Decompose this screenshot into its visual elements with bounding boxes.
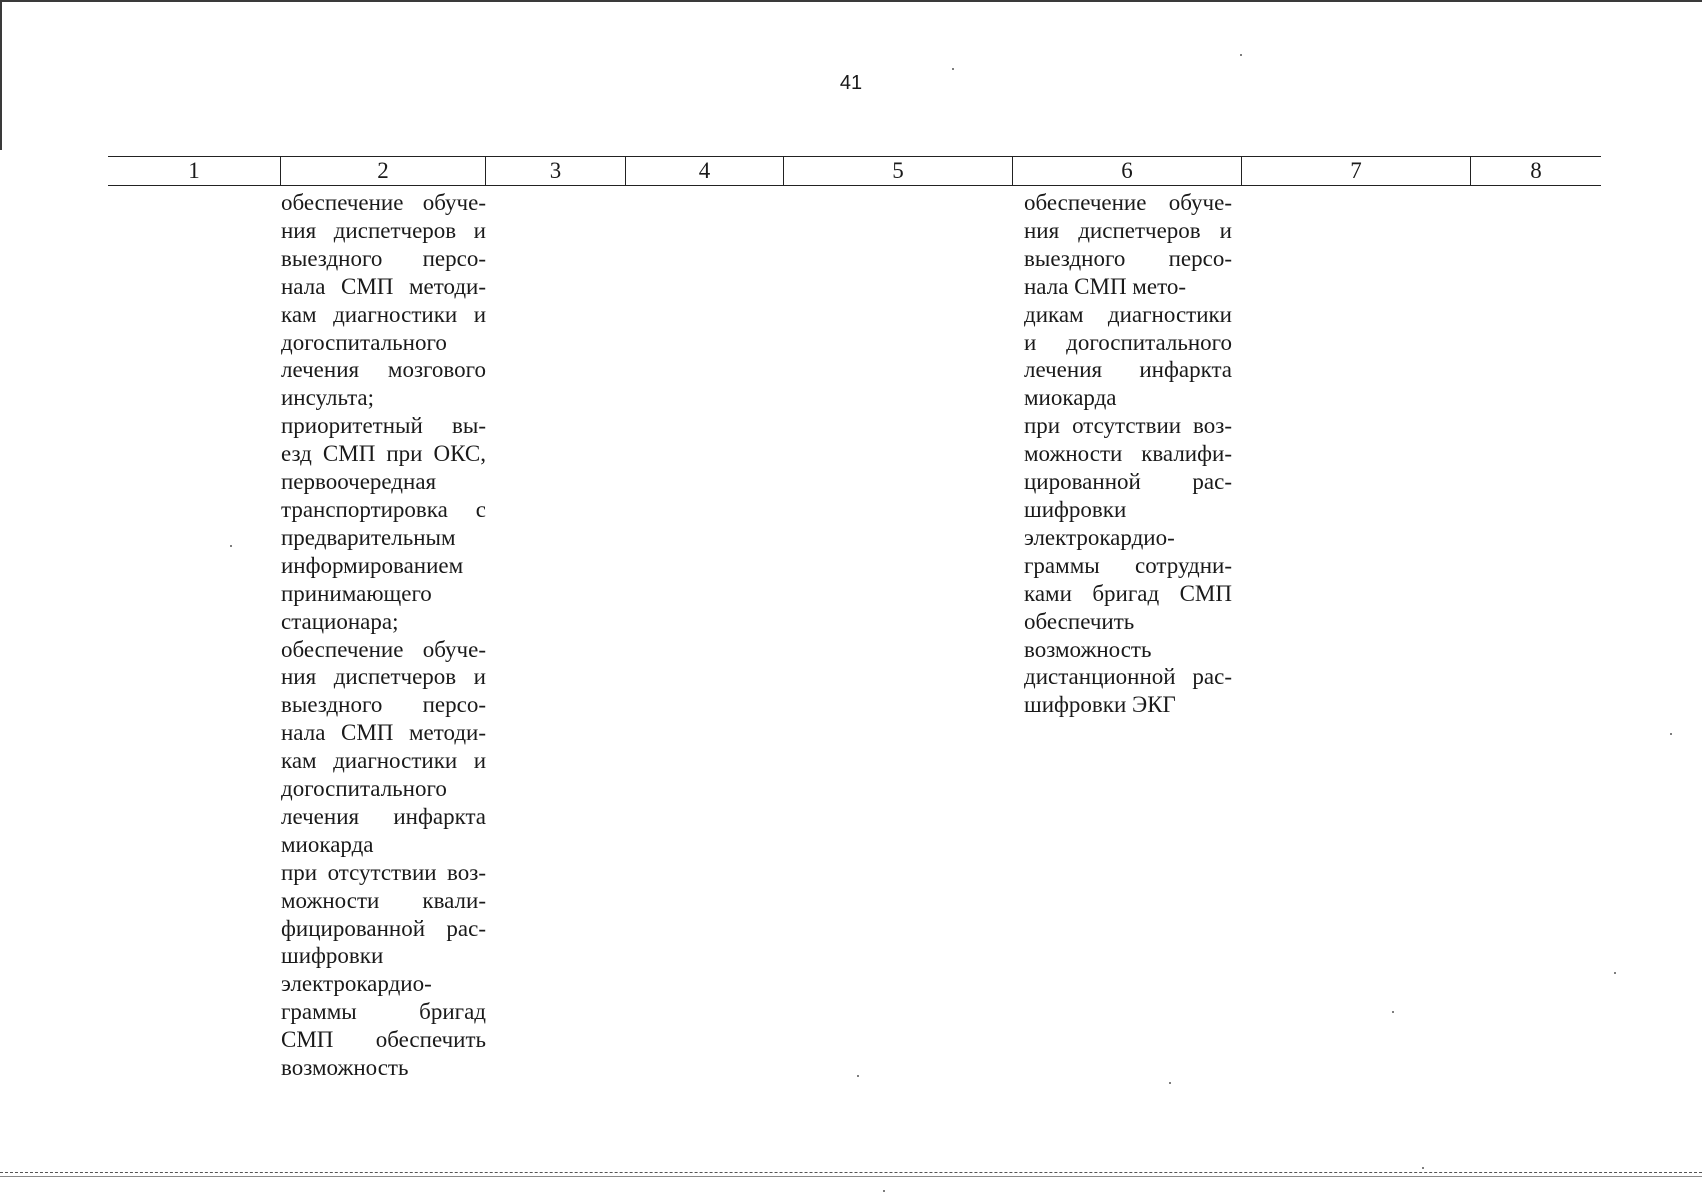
scan-speck (952, 68, 954, 70)
text-line: ния диспетчеров и (281, 217, 486, 243)
text-line: лечения инфаркта (1024, 357, 1232, 383)
text-line: миокарда (1024, 385, 1117, 411)
text-line: при отсутствии воз- (1024, 413, 1232, 439)
text-line: возможность (1024, 636, 1152, 662)
text-line: можности квали- (281, 887, 486, 913)
text-line: можности квалифи- (1024, 441, 1232, 467)
scan-speck (230, 545, 232, 547)
text-line: ния диспетчеров и (281, 664, 486, 690)
text-line: предварительным (281, 524, 456, 550)
scan-speck (1670, 733, 1672, 735)
scan-frame-top (0, 0, 1702, 2)
scan-speck (1169, 1082, 1171, 1084)
scan-speck (1240, 54, 1242, 56)
text-line: выездного персо- (1024, 245, 1232, 271)
scan-frame-bottom (0, 1172, 1702, 1173)
column-2-text (281, 189, 486, 1082)
column-6-text (1024, 189, 1232, 719)
scan-speck (1422, 1167, 1424, 1169)
text-line: езд СМП при ОКС, (281, 441, 486, 467)
text-line: кам диагностики и (281, 301, 486, 327)
text-line: шифровки (281, 943, 384, 969)
text-line: нала СМП методи- (281, 273, 486, 299)
text-line: информированием (281, 552, 464, 578)
table-header-top-rule (108, 156, 1601, 157)
text-line: выездного персо- (281, 245, 486, 271)
column-number-7: 7 (1350, 158, 1362, 183)
scan-speck (1392, 1011, 1394, 1013)
text-line: первоочередная (281, 469, 437, 495)
text-line: транспортировка с (281, 496, 486, 522)
text-line: стационара; (281, 608, 399, 634)
text-line: при отсутствии воз- (281, 859, 486, 885)
text-line: обеспечение обуче- (281, 190, 486, 215)
text-line: цированной рас- (1024, 469, 1232, 495)
column-number-8: 8 (1530, 158, 1542, 183)
text-line: шифровки ЭКГ (1024, 692, 1176, 718)
text-line: лечения мозгового (281, 357, 486, 383)
text-line: возможность (281, 1055, 409, 1081)
text-line: электрокардио- (1024, 524, 1175, 550)
text-line: фицированной рас- (281, 915, 486, 941)
text-line: шифровки (1024, 496, 1127, 522)
scan-frame-bottom-2 (0, 1176, 1702, 1177)
text-line: кам диагностики и (281, 748, 486, 774)
scan-speck (1614, 972, 1616, 974)
text-line: и догоспитального (1024, 329, 1232, 355)
text-line: дистанционной рас- (1024, 664, 1232, 690)
table-header-bottom-rule (108, 185, 1601, 186)
text-line: выездного персо- (281, 692, 486, 718)
text-line: догоспитального (281, 329, 447, 355)
text-line: нала СМП мето- (1024, 273, 1186, 299)
text-line: электрокардио- (281, 971, 432, 997)
column-number-5: 5 (892, 158, 904, 183)
text-line: обеспечение обуче- (281, 636, 486, 662)
column-number-2: 2 (377, 158, 389, 183)
text-line: ками бригад СМП (1024, 580, 1232, 606)
column-number-1: 1 (188, 158, 200, 183)
text-line: обеспечить (1024, 608, 1135, 634)
column-number-6: 6 (1121, 158, 1133, 183)
text-line: граммы бригад (281, 999, 486, 1025)
text-line: догоспитального (281, 776, 447, 802)
text-line: обеспечение обуче- (1024, 190, 1232, 215)
text-line: граммы сотрудни- (1024, 552, 1232, 578)
column-number-3: 3 (549, 158, 562, 183)
text-line: приоритетный вы- (281, 413, 486, 439)
scan-speck (883, 1190, 885, 1192)
text-line: нала СМП методи- (281, 720, 486, 746)
text-line: дикам диагностики (1024, 301, 1232, 327)
text-line: СМП обеспечить (281, 1027, 486, 1053)
text-line: ния диспетчеров и (1024, 217, 1232, 243)
text-line: лечения инфаркта (281, 803, 486, 829)
text-line: принимающего (281, 580, 432, 606)
page-number: 41 (839, 72, 863, 94)
scan-speck (857, 1075, 859, 1077)
text-line: миокарда (281, 831, 374, 857)
text-line: инсульта; (281, 385, 375, 411)
column-number-4: 4 (698, 158, 711, 183)
